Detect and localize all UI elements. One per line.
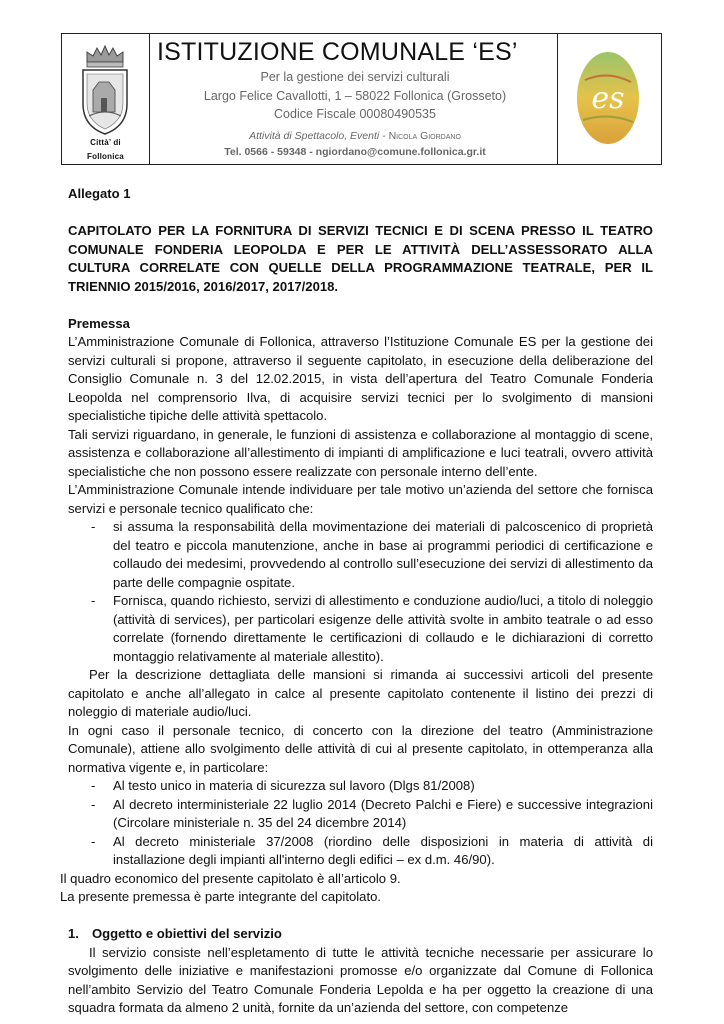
paragraph-2: Tali servizi riguardano, in generale, le funzioni di assistenza e collaborazione al montaggio di scene, assistenza e collaborazione all’allestimento di impianti di amplificazione e luci teatrali, ovvero attività specialistiche che non possono essere realizzate con personale interno dell’ente.	[68, 426, 653, 479]
document-heading: CAPITOLATO PER LA FORNITURA DI SERVIZI TECNICI E DI SCENA PRESSO IL TEATRO COMUNALE FONDERIA LEOPOLDA E PER LE ATTIVITÀ DELL’ASSESSORATO ALLA CULTURA CORRELATE CON QUELLE DELLA PROGRAMMAZIONE TEATRALE, PER IL TRIENNIO 2015/2016, 2016/2017, 2017/2018.	[68, 223, 653, 294]
institution-title: ISTITUZIONE COMUNALE ‘ES’	[157, 38, 518, 66]
premessa-title: Premessa	[68, 315, 130, 331]
coat-of-arms-panel	[62, 34, 150, 164]
requirements-list	[68, 518, 653, 666]
section-title: Oggetto e obiettivi del servizio	[92, 926, 282, 941]
coat-of-arms-icon	[79, 44, 131, 139]
es-logo-icon	[575, 50, 641, 146]
contact-phone-email: Tel. 0566 - 59348 - ngiordano@comune.follonica.gr.it	[224, 146, 486, 158]
citta-di-label: Città’ di	[90, 138, 121, 147]
list-item: - Al testo unico in materia di sicurezza sul lavoro (Dlgs 81/2008)	[113, 777, 653, 796]
list-item: - si assuma la responsabilità della movimentazione dei materiali di palcoscenico di proprietà del teatro e piccola manutenzione, anche in base ai programmi periodici di certificazione e collaudo dei medesimi, provvedendo al controllo sull’esecuzione dei servizi di allestimento da parte delle compagnie ospitate.	[113, 518, 653, 592]
institution-subtitle: Per la gestione dei servizi culturali	[260, 70, 450, 84]
institution-address: Largo Felice Cavallotti, 1 – 58022 Follonica (Grosseto)	[203, 89, 507, 103]
follonica-label: Follonica	[87, 152, 124, 161]
section-1-heading	[68, 925, 653, 944]
paragraph-4: Per la descrizione dettagliata delle mansioni si rimanda ai successivi articoli del presente capitolato e anche all’allegato in calce al presente capitolato contenente il listino dei prezzi di noleggio di materiale audio/luci.	[68, 667, 653, 719]
activity-line	[150, 130, 560, 142]
letterhead	[61, 33, 662, 165]
list-item: - Al decreto ministeriale 37/2008 (riordino delle disposizioni in materia di attività di installazione degli impianti all'interno degli edifici – ex d.m. 46/90).	[113, 833, 653, 870]
document-body	[60, 185, 653, 1018]
regulations-list	[68, 777, 653, 870]
allegato-label: Allegato 1	[68, 186, 131, 201]
fiscal-code: Codice Fiscale 00080490535	[274, 107, 436, 121]
paragraph-3: L’Amministrazione Comunale intende individuare per tale motivo un’azienda del settore che fornisca servizi e personale tecnico qualificato che:	[68, 482, 653, 516]
section-number: 1.	[68, 926, 79, 941]
list-item: - Fornisca, quando richiesto, servizi di allestimento e conduzione audio/luci, a titolo di noleggio (attività di services), per particolari esigenze delle attività svolte in ambito teatrale o ad esso correlate (fornendo direttamente le certificazioni di collaudo e le dichiarazioni di corretto montaggio relativamente al materiale allestito).	[113, 592, 653, 666]
contact-name: Nicola Giordano	[388, 130, 461, 142]
activity-label: Attività di Spettacolo, Eventi -	[249, 130, 389, 142]
paragraph-7: La presente premessa è parte integrante del capitolato.	[60, 889, 382, 904]
list-item: - Al decreto interministeriale 22 luglio 2014 (Decreto Palchi e Fiere) e successive integrazioni (Circolare ministeriale n. 35 del 24 dicembre 2014)	[113, 796, 653, 833]
paragraph-6: Il quadro economico del presente capitolato è all’articolo 9.	[60, 870, 401, 886]
paragraph-1: L’Amministrazione Comunale di Follonica, attraverso l’Istituzione Comunale ES per la gestione dei servizi culturali si propone, attraverso il seguente capitolato, in esecuzione della deliberazione del Consiglio Comunale n. 3 del 12.02.2015, in vista dell’apertura del Teatro Comunale Fonderia Leopolda nel comprensorio Ilva, di acquisire servizi tecnici per lo svolgimento di mansioni specialistiche tipiche delle attività spettacolo.	[68, 334, 653, 423]
paragraph-8: Il servizio consiste nell’espletamento di tutte le attività tecniche necessarie per assicurare lo svolgimento delle iniziative e manifestazioni promosse e/o organizzate dal Comune di Follonica nell’ambito Servizio del Teatro Comunale Fonderia Lepolda e ha per oggetto la creazione di una squadra formata da almeno 2 unità, fornite da un’azienda del settore, con competenze	[68, 944, 653, 1015]
paragraph-5: In ogni caso il personale tecnico, di concerto con la direzione del teatro (Amministrazione Comunale), attiene allo svolgimento delle attività di cui al presente capitolato, in ottemperanza alla normativa vigente e, in particolare:	[68, 722, 653, 775]
es-logo-panel	[557, 34, 661, 164]
es-logo-text: es	[591, 81, 625, 116]
